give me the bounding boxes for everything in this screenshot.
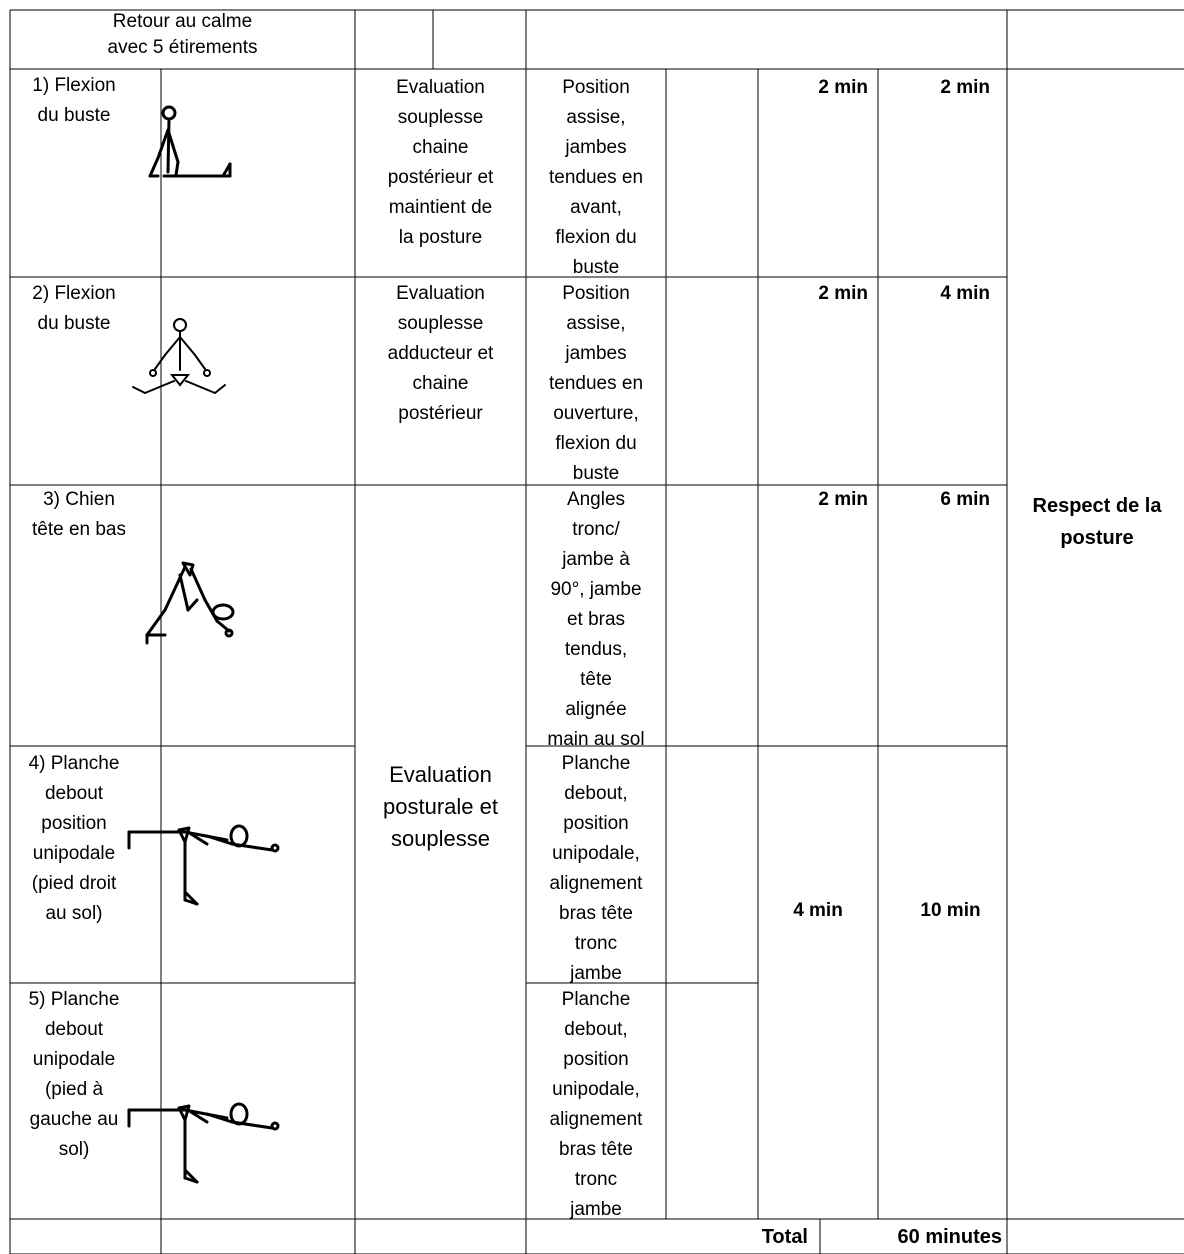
header-title: Retour au calme avec 5 étirements xyxy=(107,11,258,58)
evaluation-1: Evaluation souplesse chaine postérieur et maintient de la posture xyxy=(387,77,494,248)
seated-straddle-figure-icon xyxy=(125,315,235,410)
duration-1: 2 min xyxy=(818,77,868,98)
duration-merged: 4 min xyxy=(793,900,843,921)
total-value: 60 minutes xyxy=(897,1226,1002,1248)
evaluation-merged: Evaluation posturale et souplesse xyxy=(383,762,498,851)
standing-plank-figure-icon xyxy=(127,1098,282,1188)
exercise-name-4: 4) Planche debout position unipodale (pied droit au sol) xyxy=(28,753,120,924)
exercise-name-2: 2) Flexion du buste xyxy=(32,283,116,334)
cumulative-merged: 10 min xyxy=(920,900,981,921)
exercise-name-3: 3) Chien tête en bas xyxy=(31,489,127,540)
exercise-name-5: 5) Planche debout unipodale (pied à gauche au sol) xyxy=(28,989,120,1160)
cumulative-1: 2 min xyxy=(940,77,990,98)
cumulative-2: 4 min xyxy=(940,283,990,304)
standing-plank-figure-icon xyxy=(127,820,282,910)
description-2: Position assise, jambes tendues en ouverture, flexion du buste xyxy=(548,283,644,484)
cumulative-3: 6 min xyxy=(940,489,990,510)
description-3: Angles tronc/ jambe à 90°, jambe et bras tendus, tête alignée main au sol xyxy=(547,489,645,750)
description-4: Planche debout, position unipodale, alignement bras tête tronc jambe xyxy=(549,753,643,984)
description-5: Planche debout, position unipodale, alignement bras tête tronc jambe xyxy=(549,989,643,1220)
duration-2: 2 min xyxy=(818,283,868,304)
description-1: Position assise, jambes tendues en avant, flexion du buste xyxy=(548,77,644,278)
duration-3: 2 min xyxy=(818,489,868,510)
total-label: Total xyxy=(761,1226,808,1248)
criteria-text: Respect de la posture xyxy=(1032,495,1162,549)
downward-dog-figure-icon xyxy=(135,555,245,650)
evaluation-2: Evaluation souplesse adducteur et chaine postérieur xyxy=(387,283,494,424)
exercise-name-1: 1) Flexion du buste xyxy=(32,75,116,126)
seated-forward-bend-figure-icon xyxy=(140,100,240,185)
